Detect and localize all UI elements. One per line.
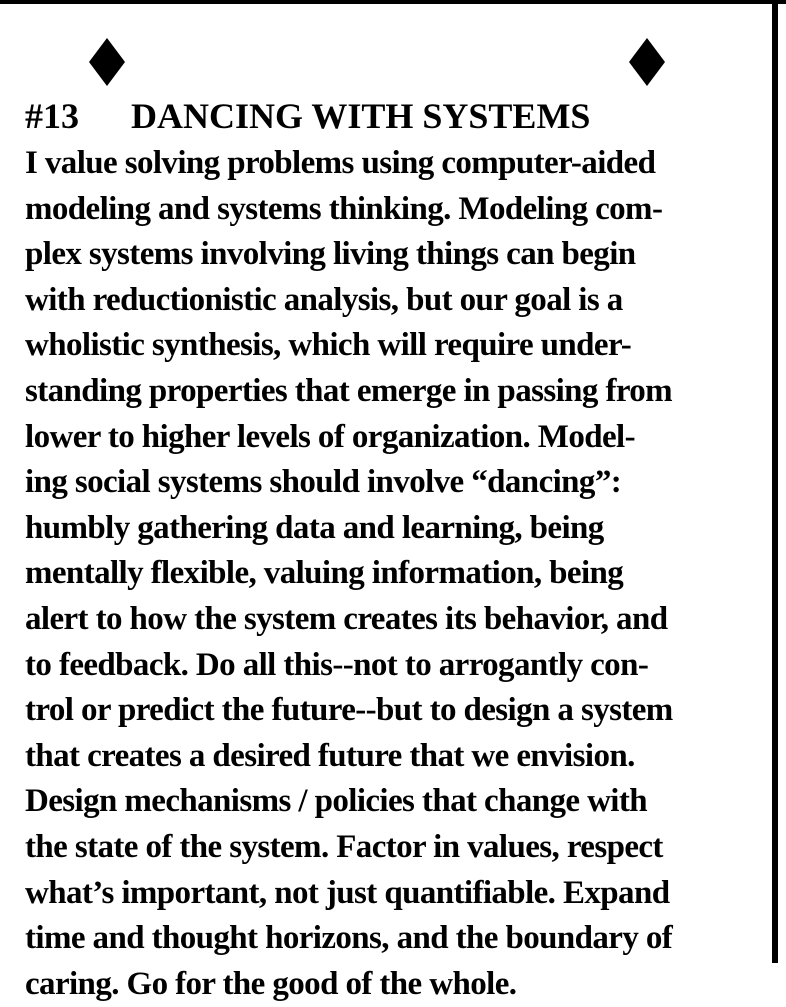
body-line: with reductionistic analysis, but our goal is a	[25, 281, 623, 318]
body-line: time and thought horizons, and the boundary of	[25, 920, 673, 957]
body-line: the state of the system. Factor in values, respect	[25, 828, 663, 865]
body-line: plex systems involving living things can begin	[25, 236, 636, 273]
body-line: what’s important, not just quantifiable. Expand	[25, 874, 670, 911]
body-line: trol or predict the future--but to design a system	[25, 692, 673, 729]
card-heading: DANCING WITH SYSTEMS	[131, 96, 591, 136]
body-line: standing properties that emerge in passing from	[25, 372, 673, 409]
right-border-rule	[772, 0, 778, 963]
body-line: caring. Go for the good of the whole.	[25, 965, 517, 1002]
card-title	[25, 94, 590, 138]
diamond-ornament-right-icon	[629, 38, 665, 86]
body-line: Design mechanisms / policies that change with	[25, 783, 648, 820]
body-line: alert to how the system creates its behavior, and	[25, 600, 668, 637]
body-line: modeling and systems thinking. Modeling com-	[25, 190, 663, 227]
top-border-rule	[0, 0, 786, 4]
diamond-ornament-left-icon	[89, 38, 125, 86]
body-line: that creates a desired future that we envision.	[25, 737, 635, 774]
body-line: wholistic synthesis, which will require under-	[25, 327, 632, 364]
body-line: I value solving problems using computer-aided	[25, 145, 656, 181]
body-line: to feedback. Do all this--not to arrogantly con-	[25, 646, 649, 683]
card-body	[25, 141, 765, 1007]
body-line: ing social systems should involve “dancing”:	[25, 464, 622, 501]
card-number: #13	[25, 96, 79, 136]
body-line: lower to higher levels of organization. Model-	[25, 418, 636, 455]
body-line: mentally flexible, valuing information, being	[25, 555, 624, 592]
body-line: humbly gathering data and learning, being	[25, 509, 604, 546]
